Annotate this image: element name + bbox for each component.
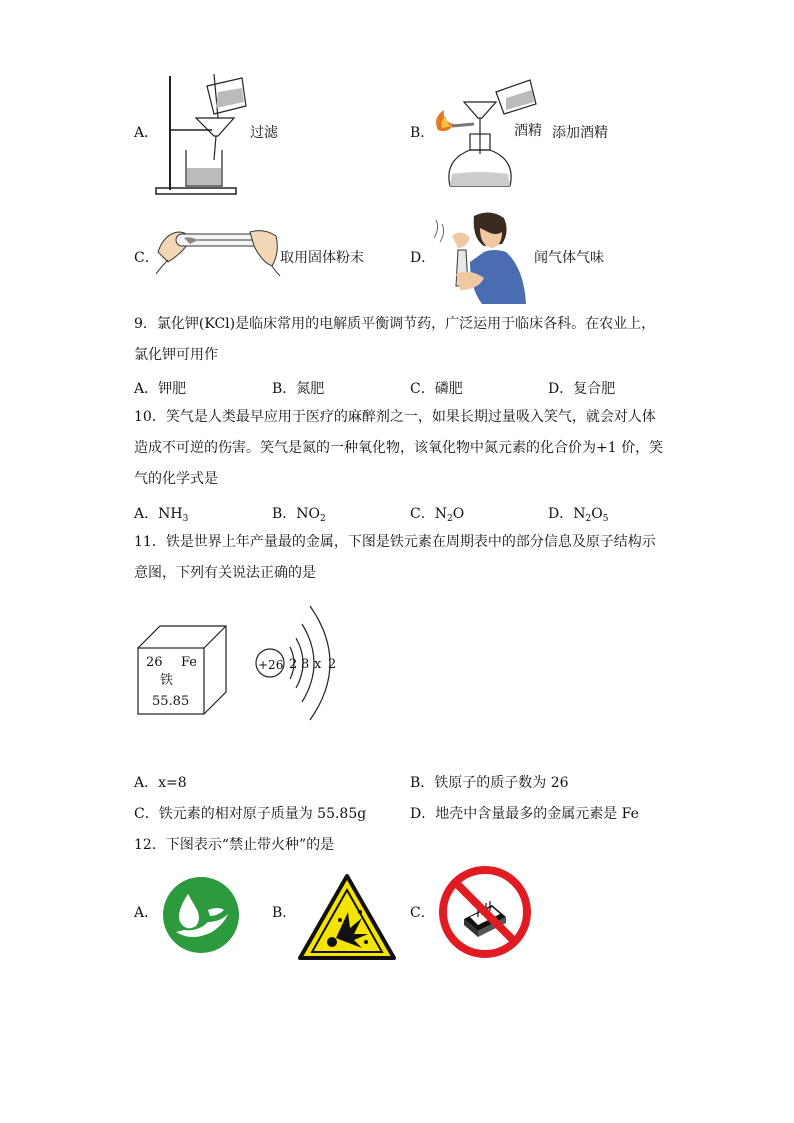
q12-stem: 12．下图表示“禁止带火种”的是: [134, 837, 335, 853]
q8-option-c-letter: C．: [134, 250, 159, 266]
q9-stem-line1: 9．氯化钾(KCl)是临床常用的电解质平衡调节药，广泛运用于临床各科。在农业上，: [134, 316, 656, 332]
element-relative-mass: 55.85: [152, 694, 190, 709]
q12-option-c-letter: C．: [410, 905, 435, 921]
q8-option-c-text: 取用固体粉末: [280, 250, 364, 266]
q12-option-b-letter: B．: [272, 905, 297, 921]
q10-stem-line1: 10．笑气是人类最早应用于医疗的麻醉剂之一，如果长期过量吸入笑气，就会对人体: [134, 409, 656, 425]
q11-stem-line1: 11．铁是世界上年产量最的金属，下图是铁元素在周期表中的部分信息及原子结构示: [134, 534, 656, 550]
q9-stem-line2: 氯化钾可用作: [134, 347, 218, 363]
q12-option-a-letter: A．: [134, 905, 159, 921]
q10-option-b: B．$NO_2$: [272, 506, 326, 524]
atom-shell-3: x: [314, 657, 322, 672]
element-atomic-number: 26: [146, 655, 163, 670]
q10-option-a: A．$NH_3$: [134, 506, 189, 524]
q8-option-a-letter: A．: [134, 125, 159, 141]
q10-stem-line3: 气的化学式是: [134, 471, 218, 487]
q11-option-b: B．铁原子的质子数为 26: [410, 775, 569, 791]
q8-option-b-letter: B．: [410, 125, 435, 141]
q9-option-b: B．氮肥: [272, 381, 325, 397]
atom-nucleus-charge: +26: [258, 658, 284, 672]
atom-shell-4: 2: [328, 657, 337, 672]
water-saving-sign-icon: [162, 876, 240, 954]
q10-stem-line2: 造成不可逆的伤害。笑气是氮的一种氧化物，该氧化物中氮元素的化合价为+1 价，笑: [134, 440, 664, 456]
q8-option-d-letter: D．: [410, 250, 436, 266]
q9-option-d: D．复合肥: [548, 381, 616, 397]
explosive-warning-sign-icon: [296, 872, 398, 962]
q8-option-b-label: 酒精: [514, 123, 542, 139]
q8-option-b-text: 添加酒精: [552, 125, 608, 141]
q10-option-c: C．$N_2O$: [410, 506, 465, 524]
q11-stem-line2: 意图，下列有关说法正确的是: [134, 565, 316, 581]
smelling-gas-icon: [430, 208, 530, 308]
q8-option-d-text: 闻气体气味: [534, 250, 604, 266]
element-symbol: Fe: [181, 655, 198, 670]
test-tube-powder-icon: [154, 222, 282, 278]
q9-option-a: A．钾肥: [134, 381, 187, 397]
q11-option-a: A．x=8: [134, 775, 187, 791]
atom-shell-2: 8: [301, 657, 310, 672]
q9-option-c: C．磷肥: [410, 381, 463, 397]
atom-shell-1: 2: [289, 657, 298, 672]
q11-option-d: D．地壳中含量最多的金属元素是 Fe: [410, 806, 639, 822]
element-name: 铁: [160, 673, 174, 688]
filtration-apparatus-icon: [152, 70, 252, 198]
q10-option-d: D．$N_2O_5$: [548, 506, 609, 524]
q8-option-a-text: 过滤: [250, 125, 278, 141]
q11-option-c: C．铁元素的相对原子质量为 55.85g: [134, 806, 367, 822]
no-fire-source-sign-icon: [438, 865, 532, 959]
